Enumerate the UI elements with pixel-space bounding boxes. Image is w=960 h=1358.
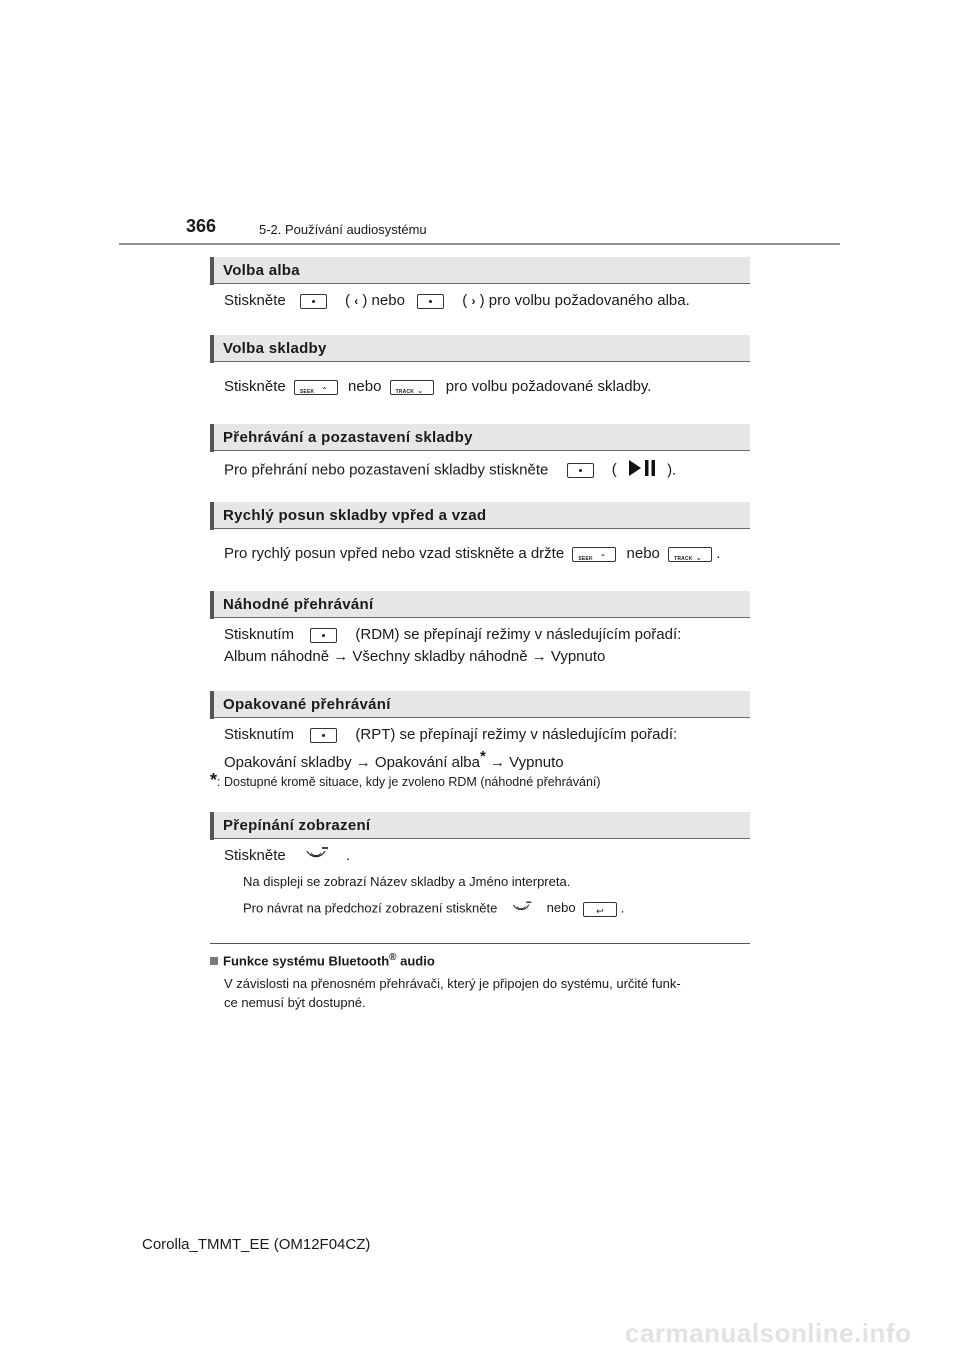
repeat-sequence: Opakování skladby → Opakování alba* → Vypnuto [224, 748, 564, 771]
album-instruction: Stiskněte ( ‹ ) nebo ( › ) pro volbu požadovaného alba. [224, 292, 690, 309]
footnote: *: Dostupné kromě situace, kdy je zvoleno RDM (náhodné přehrávání) [210, 770, 601, 790]
chevron-right-icon: › [471, 294, 476, 308]
repeat-instruction: Stisknutím (RPT) se přepínají režimy v následujícím pořadí: [224, 726, 678, 743]
footer-doc-id: Corolla_TMMT_EE (OM12F04CZ) [142, 1236, 371, 1253]
preset-button-icon [417, 294, 444, 309]
bullet-square-icon [210, 957, 218, 965]
divider [210, 943, 750, 944]
back-button-icon: ↩ [583, 902, 617, 917]
preset-button-icon [310, 628, 337, 643]
seek-up-button-icon: SEEK ⌃ [572, 547, 616, 562]
bluetooth-body-line1: V závislosti na přenosném přehrávači, který je připojen do systému, určité funk- [224, 976, 681, 991]
heading-album-select: Volba alba [210, 257, 750, 284]
play-instruction: Pro přehrání nebo pozastavení skladby stiskněte ( ). [224, 459, 676, 482]
page-number: 366 [186, 216, 217, 236]
preset-button-icon [300, 294, 327, 309]
heading-play-pause: Přehrávání a pozastavení skladby [210, 424, 750, 451]
header-rule [119, 243, 840, 245]
heading-repeat: Opakované přehrávání [210, 691, 750, 718]
bluetooth-heading: Funkce systému Bluetooth® audio [210, 952, 435, 968]
bluetooth-body-line2: ce nemusí být dostupné. [224, 995, 366, 1010]
heading-random: Náhodné přehrávání [210, 591, 750, 618]
knob-icon [511, 901, 533, 916]
display-note-1: Na displeji se zobrazí Název skladby a Jméno interpreta. [243, 874, 571, 889]
track-down-button-icon: TRACK ⌄ [390, 380, 434, 395]
chevron-left-icon: ‹ [354, 294, 359, 308]
track-down-button-icon: TRACK ⌄ [668, 547, 712, 562]
random-instruction: Stisknutím (RDM) se přepínají režimy v následujícím pořadí: [224, 626, 682, 643]
heading-fast-forward: Rychlý posun skladby vpřed a vzad [210, 502, 750, 529]
preset-button-icon [310, 728, 337, 743]
preset-button-icon [567, 463, 594, 478]
fast-forward-instruction: Pro rychlý posun vpřed nebo vzad stiskněte a držte SEEK ⌃ nebo TRACK ⌄ . [224, 545, 721, 562]
display-note-2: Pro návrat na předchozí zobrazení stiskněte nebo ↩ . [243, 900, 625, 916]
play-pause-icon [629, 459, 657, 482]
random-sequence: Album náhodně → Všechny skladby náhodně → Vypnuto [224, 648, 606, 665]
heading-display-switch: Přepínání zobrazení [210, 812, 750, 839]
heading-track-select: Volba skladby [210, 335, 750, 362]
watermark: carmanualsonline.info [625, 1318, 912, 1348]
seek-up-button-icon: SEEK ⌃ [294, 380, 338, 395]
track-instruction: Stiskněte SEEK ⌃ nebo TRACK ⌄ pro volbu požadované skladby. [224, 378, 652, 395]
knob-icon [304, 847, 330, 865]
display-instruction: Stiskněte . [224, 847, 351, 864]
section-title: 5-2. Používání audiosystému [259, 222, 427, 237]
